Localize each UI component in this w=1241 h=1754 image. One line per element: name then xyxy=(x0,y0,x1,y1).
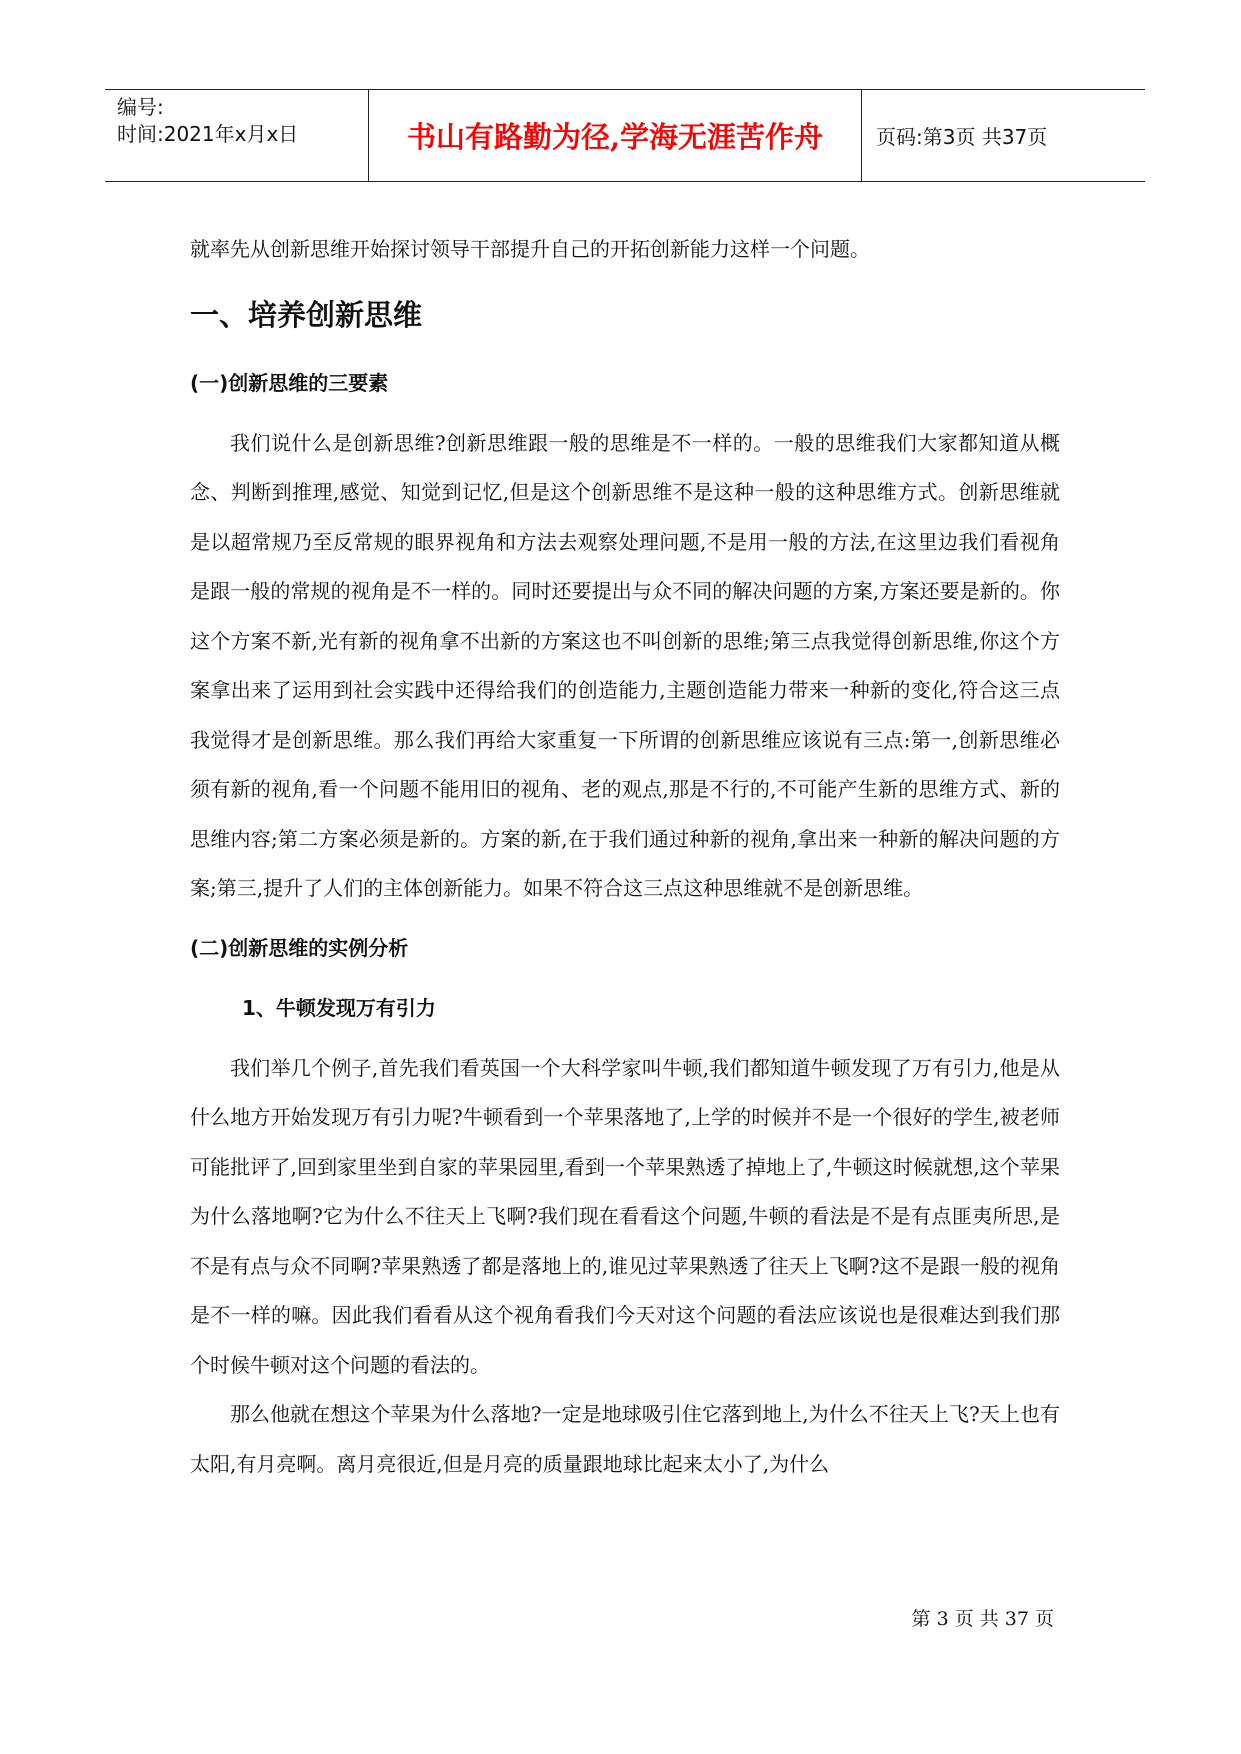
header-page-label: 页码:第3页 共37页 xyxy=(876,125,1048,149)
document-body xyxy=(190,225,1060,1489)
section-heading: 一、培养创新思维 xyxy=(190,297,423,332)
subsection-heading: (一)创新思维的三要素 xyxy=(190,370,389,395)
body-paragraph: 那么他就在想这个苹果为什么落地?一定是地球吸引住它落到地上,为什么不往天上飞?天上也有太阳,有月亮啊。离月亮很近,但是月亮的质量跟地球比起来太小了,为什么 xyxy=(190,1402,1060,1476)
body-paragraph: 我们举几个例子,首先我们看英国一个大科学家叫牛顿,我们都知道牛顿发现了万有引力,他是从什么地方开始发现万有引力呢?牛顿看到一个苹果落地了,上学的时候并不是一个很好的学生,被老师可能批评了,回到家里坐到自家的苹果园里,看到一个苹果熟透了掉地上了,牛顿这时候就想,这个苹果为什么落地啊?它为什么不往天上飞啊?我们现在看看这个问题,牛顿的看法是不是有点匪夷所思,是不是有点与众不同啊?苹果熟透了都是落地上的,谁见过苹果熟透了往天上飞啊?这不是跟一般的视角是不一样的嘛。因此我们看看从这个视角看我们今天对这个问题的看法应该说也是很难达到我们那个时候牛顿对这个问题的看法的。 xyxy=(190,1055,1060,1377)
document-code-label: 编号: xyxy=(117,95,164,119)
intro-paragraph: 就率先从创新思维开始探讨领导干部提升自己的开拓创新能力这样一个问题。 xyxy=(190,237,870,261)
document-time-label: 时间:2021年x月x日 xyxy=(117,122,299,146)
subsection-heading: (二)创新思维的实例分析 xyxy=(190,935,409,960)
header-meta-cell xyxy=(105,90,369,181)
page-header xyxy=(105,89,1145,182)
body-paragraph: 我们说什么是创新思维?创新思维跟一般的思维是不一样的。一般的思维我们大家都知道从概念、判断到推理,感觉、知觉到记忆,但是这个创新思维不是这种一般的这种思维方式。创新思维就是以超常规乃至反常规的眼界视角和方法去观察处理问题,不是用一般的方法,在这里边我们看视角是跟一般的常规的视角是不一样的。同时还要提出与众不同的解决问题的方案,方案还要是新的。你这个方案不新,光有新的视角拿不出新的方案这也不叫创新的思维;第三点我觉得创新思维,你这个方案拿出来了运用到社会实践中还得给我们的创造能力,主题创造能力带来一种新的变化,符合这三点 我觉得才是创新思维。那么我们再给大家重复一下所谓的创新思维应该说有三点:第一,创新思维必须有新的视角,看一个问题不能用旧的视角、老的观点,那是不行的,不可能产生新的思维方式、新的思维内容;第二方案必须是新的。方案的新,在于我们通过种新的视角,拿出来一种新的解决问题的方案;第三,提升了人们的主体创新能力。如果不符合这三点这种思维就不是创新思维。 xyxy=(190,430,1060,900)
page-footer-number: 第 3 页 共 37 页 xyxy=(911,1608,1054,1630)
example-heading: 1、牛顿发现万有引力 xyxy=(242,995,436,1020)
header-motto: 书山有路勤为径,学海无涯苦作舟 xyxy=(369,90,862,181)
